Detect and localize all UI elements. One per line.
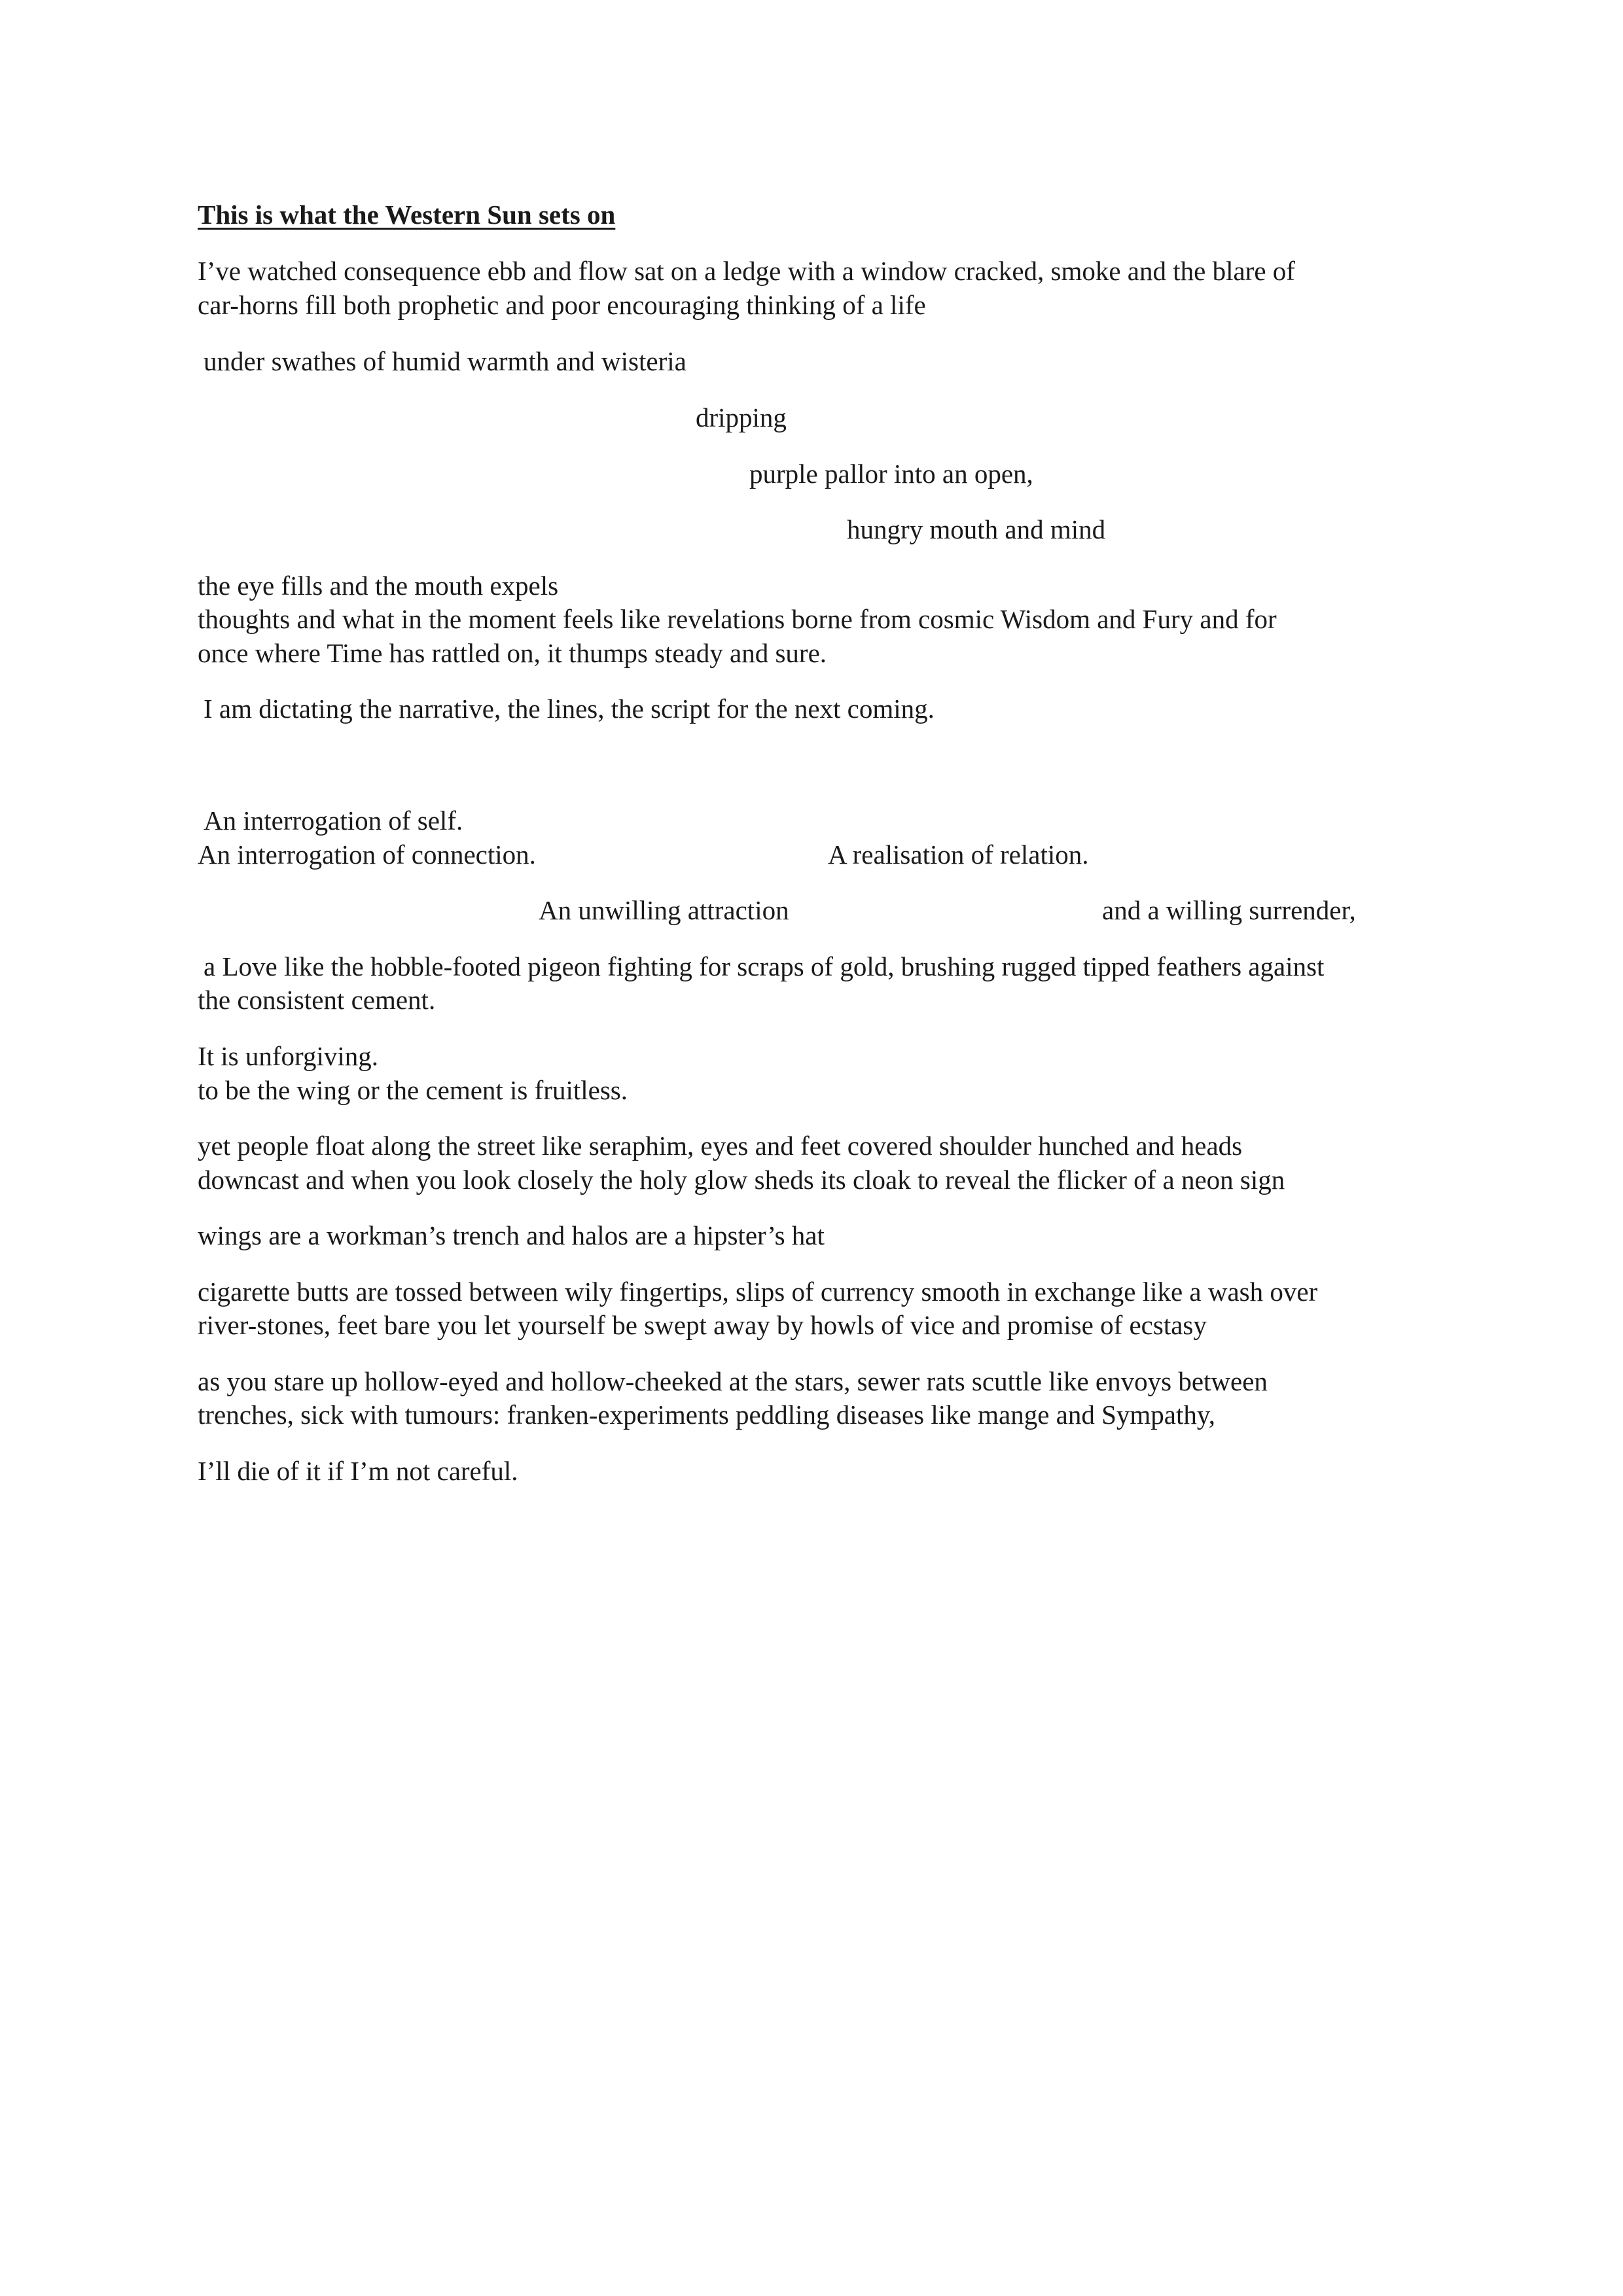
poem-line: trenches, sick with tumours: franken-experiments peddling diseases like mange and Sympathy,: [198, 1400, 1215, 1430]
poem-line: An interrogation of self.: [204, 805, 463, 836]
poem-line: I am dictating the narrative, the lines, the script for the next coming.: [204, 694, 935, 724]
poem-line: An unwilling attraction: [539, 895, 789, 925]
poem-line: yet people float along the street like seraphim, eyes and feet covered shoulder hunched and heads: [198, 1131, 1243, 1161]
poem-line: downcast and when you look closely the holy glow sheds its cloak to reveal the flicker of a neon sign: [198, 1165, 1285, 1195]
poem-line: dripping: [696, 402, 787, 433]
poem-line: a Love like the hobble-footed pigeon fighting for scraps of gold, brushing rugged tipped feathers against: [204, 951, 1325, 981]
poem-line: once where Time has rattled on, it thumps steady and sure.: [198, 638, 827, 668]
poem-line: the eye fills and the mouth expels: [198, 571, 559, 601]
poem-line: thoughts and what in the moment feels like revelations borne from cosmic Wisdom and Fury and for: [198, 604, 1277, 634]
poem-line: purple pallor into an open,: [749, 459, 1033, 489]
poem-line: A realisation of relation.: [828, 839, 1089, 870]
poem-line: I’ve watched consequence ebb and flow sat on a ledge with a window cracked, smoke and the blare of: [198, 256, 1295, 286]
poem-line: I’ll die of it if I’m not careful.: [198, 1456, 518, 1486]
poem-line: as you stare up hollow-eyed and hollow-cheeked at the stars, sewer rats scuttle like envoys between: [198, 1366, 1268, 1396]
poem-line: hungry mouth and mind: [847, 514, 1106, 544]
poem-line: It is unforgiving.: [198, 1041, 378, 1071]
poem-title: This is what the Western Sun sets on: [198, 200, 616, 230]
poem-line: the consistent cement.: [198, 985, 436, 1015]
poem-line: and a willing surrender,: [1102, 895, 1356, 925]
poem-line: wings are a workman’s trench and halos are a hipster’s hat: [198, 1220, 825, 1250]
poem-line: river-stones, feet bare you let yourself be swept away by howls of vice and promise of ecstasy: [198, 1310, 1207, 1340]
poem-line: under swathes of humid warmth and wisteria: [204, 346, 687, 376]
poem-line: cigarette butts are tossed between wily fingertips, slips of currency smooth in exchange like a wash over: [198, 1277, 1318, 1307]
poem-line: An interrogation of connection.: [198, 839, 536, 870]
poem-line: to be the wing or the cement is fruitless.: [198, 1075, 628, 1105]
poem-line: car-horns fill both prophetic and poor encouraging thinking of a life: [198, 290, 926, 320]
